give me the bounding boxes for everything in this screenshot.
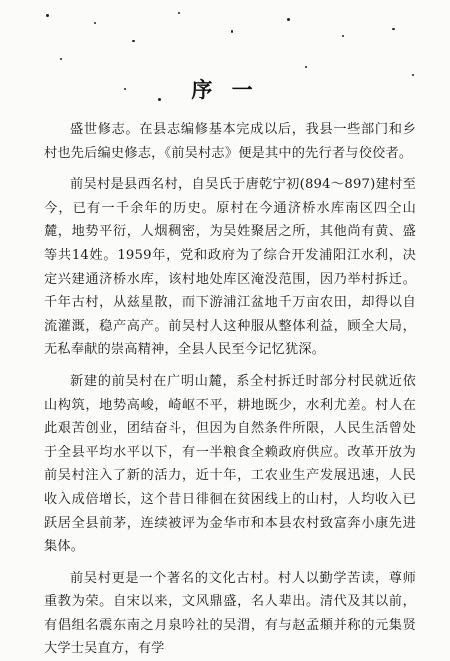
scan-speck [231,30,233,33]
page-title: 序 一 [191,78,259,102]
scan-speck [94,22,96,24]
scan-speck [305,66,307,68]
paragraph: 盛世修志。在县志编修基本完成以后，我县一些部门和乡村也先后编史修志，《前吴村志》便是其中的先行者与佼佼者。 [44,122,416,161]
scan-speck [392,28,395,30]
body-text [44,118,416,661]
scan-speck [60,58,62,60]
paragraph: 前吴村更是一个著名的文化古村。村人以勤学苦读，尊师重教为荣。自宋以来，文风鼎盛，名人辈出。清代及其以前，有倡组名震东南之月泉吟社的吴渭，有与赵孟頫并称的元集贤大学士吴直方，有学 [44,570,416,657]
paragraph: 新建的前吴村在广明山麓，系全村拆迁时部分村民就近依山构筑，地势高峻，崎岖不平，耕地既少，水利尤差。村人在此艰苦创业，团结奋斗，但因为自然条件所限，人民生活曾处于全县平均水平以下，有一半粮食全赖政府供应。改革开放为前吴村注入了新的活力，近十年，工农业生产发展迅速，人民收入成倍增长，这个昔日徘徊在贫困线上的山村，人均收入已跃居全县前茅，连续被评为金华市和本县农村致富奔小康先进集体。 [44,373,416,555]
scan-speck [178,12,180,14]
scan-speck [342,35,344,37]
paragraph: 前吴村是县西名村，自吴氏于唐乾宁初(894～897)建村至今，已有一千余年的历史。原村在今通济桥水库南区四仝山麓，地势平衍，人烟稠密，为吴姓聚居之所，其他尚有黄、盛等共14姓。1959年，党和政府为了综合开发浦阳江水利，决定兴建通济桥水库，该村地处库区淹没范围，因乃举村拆迁。千年古村，从兹星散，而下游浦江盆地千万亩农田，却得以自流灌溉，稳产高产。前吴村人这种服从整体利益，顾全大局，无私奉献的崇高精神，全县人民至今记忆犹深。 [44,177,416,358]
scan-speck [132,40,135,42]
scan-speck [287,18,290,21]
scan-speck [46,14,49,17]
